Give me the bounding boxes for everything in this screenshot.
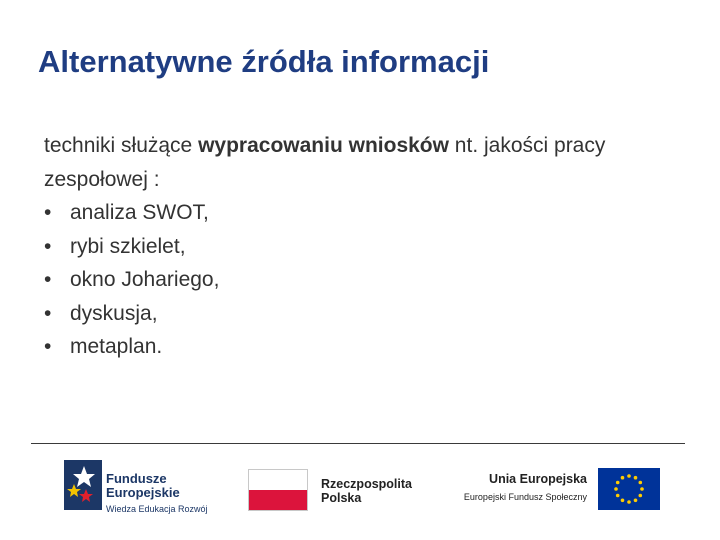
- intro-text: [44, 129, 684, 196]
- list-item-text: metaplan.: [70, 335, 163, 358]
- rzeczpospolita-polska-logo: [248, 469, 438, 513]
- fe-name-line2: Europejskie: [106, 485, 180, 500]
- eu-subtitle: Europejski Fundusz Społeczny: [463, 492, 587, 502]
- bullet-icon: •: [44, 201, 52, 224]
- bullet-icon: •: [44, 234, 52, 258]
- list-item: [44, 196, 684, 230]
- eu-flag-icon: [598, 468, 660, 510]
- list-item-text: analiza SWOT,: [70, 201, 209, 224]
- fe-name: [106, 472, 180, 500]
- fe-stars-icon: [64, 460, 102, 510]
- list-item-text: dyskusja,: [70, 301, 158, 325]
- intro-before: techniki służące: [44, 134, 199, 157]
- list-item: [44, 297, 684, 331]
- list-item: [44, 263, 684, 297]
- list-item-text: rybi szkielet,: [70, 234, 186, 258]
- rp-name: [321, 477, 412, 505]
- list-item-text: okno Johariego,: [70, 268, 220, 291]
- footer-divider: [31, 443, 685, 444]
- fe-name-line1: Fundusze: [106, 471, 167, 486]
- intro-bold: wypracowaniu wniosków: [198, 134, 449, 157]
- bullet-list: [44, 196, 684, 364]
- unia-europejska-logo: [460, 468, 660, 512]
- rp-name-line2: Polska: [321, 491, 362, 505]
- intro-after: nt. jakości pracy zespołowej :: [44, 134, 606, 191]
- bullet-icon: •: [44, 335, 52, 358]
- eu-name: Unia Europejska: [489, 472, 587, 486]
- polish-flag-icon: [248, 469, 308, 511]
- bullet-icon: •: [44, 301, 52, 325]
- fundusze-europejskie-logo: [64, 460, 224, 520]
- bullet-icon: •: [44, 268, 52, 291]
- slide-title: Alternatywne źródła informacji: [38, 44, 490, 79]
- footer-logos: [0, 455, 720, 525]
- slide-body: [44, 129, 684, 364]
- fe-subtitle: Wiedza Edukacja Rozwój: [106, 504, 208, 514]
- rp-name-line1: Rzeczpospolita: [321, 477, 412, 491]
- list-item: [44, 330, 684, 364]
- list-item: [44, 230, 684, 264]
